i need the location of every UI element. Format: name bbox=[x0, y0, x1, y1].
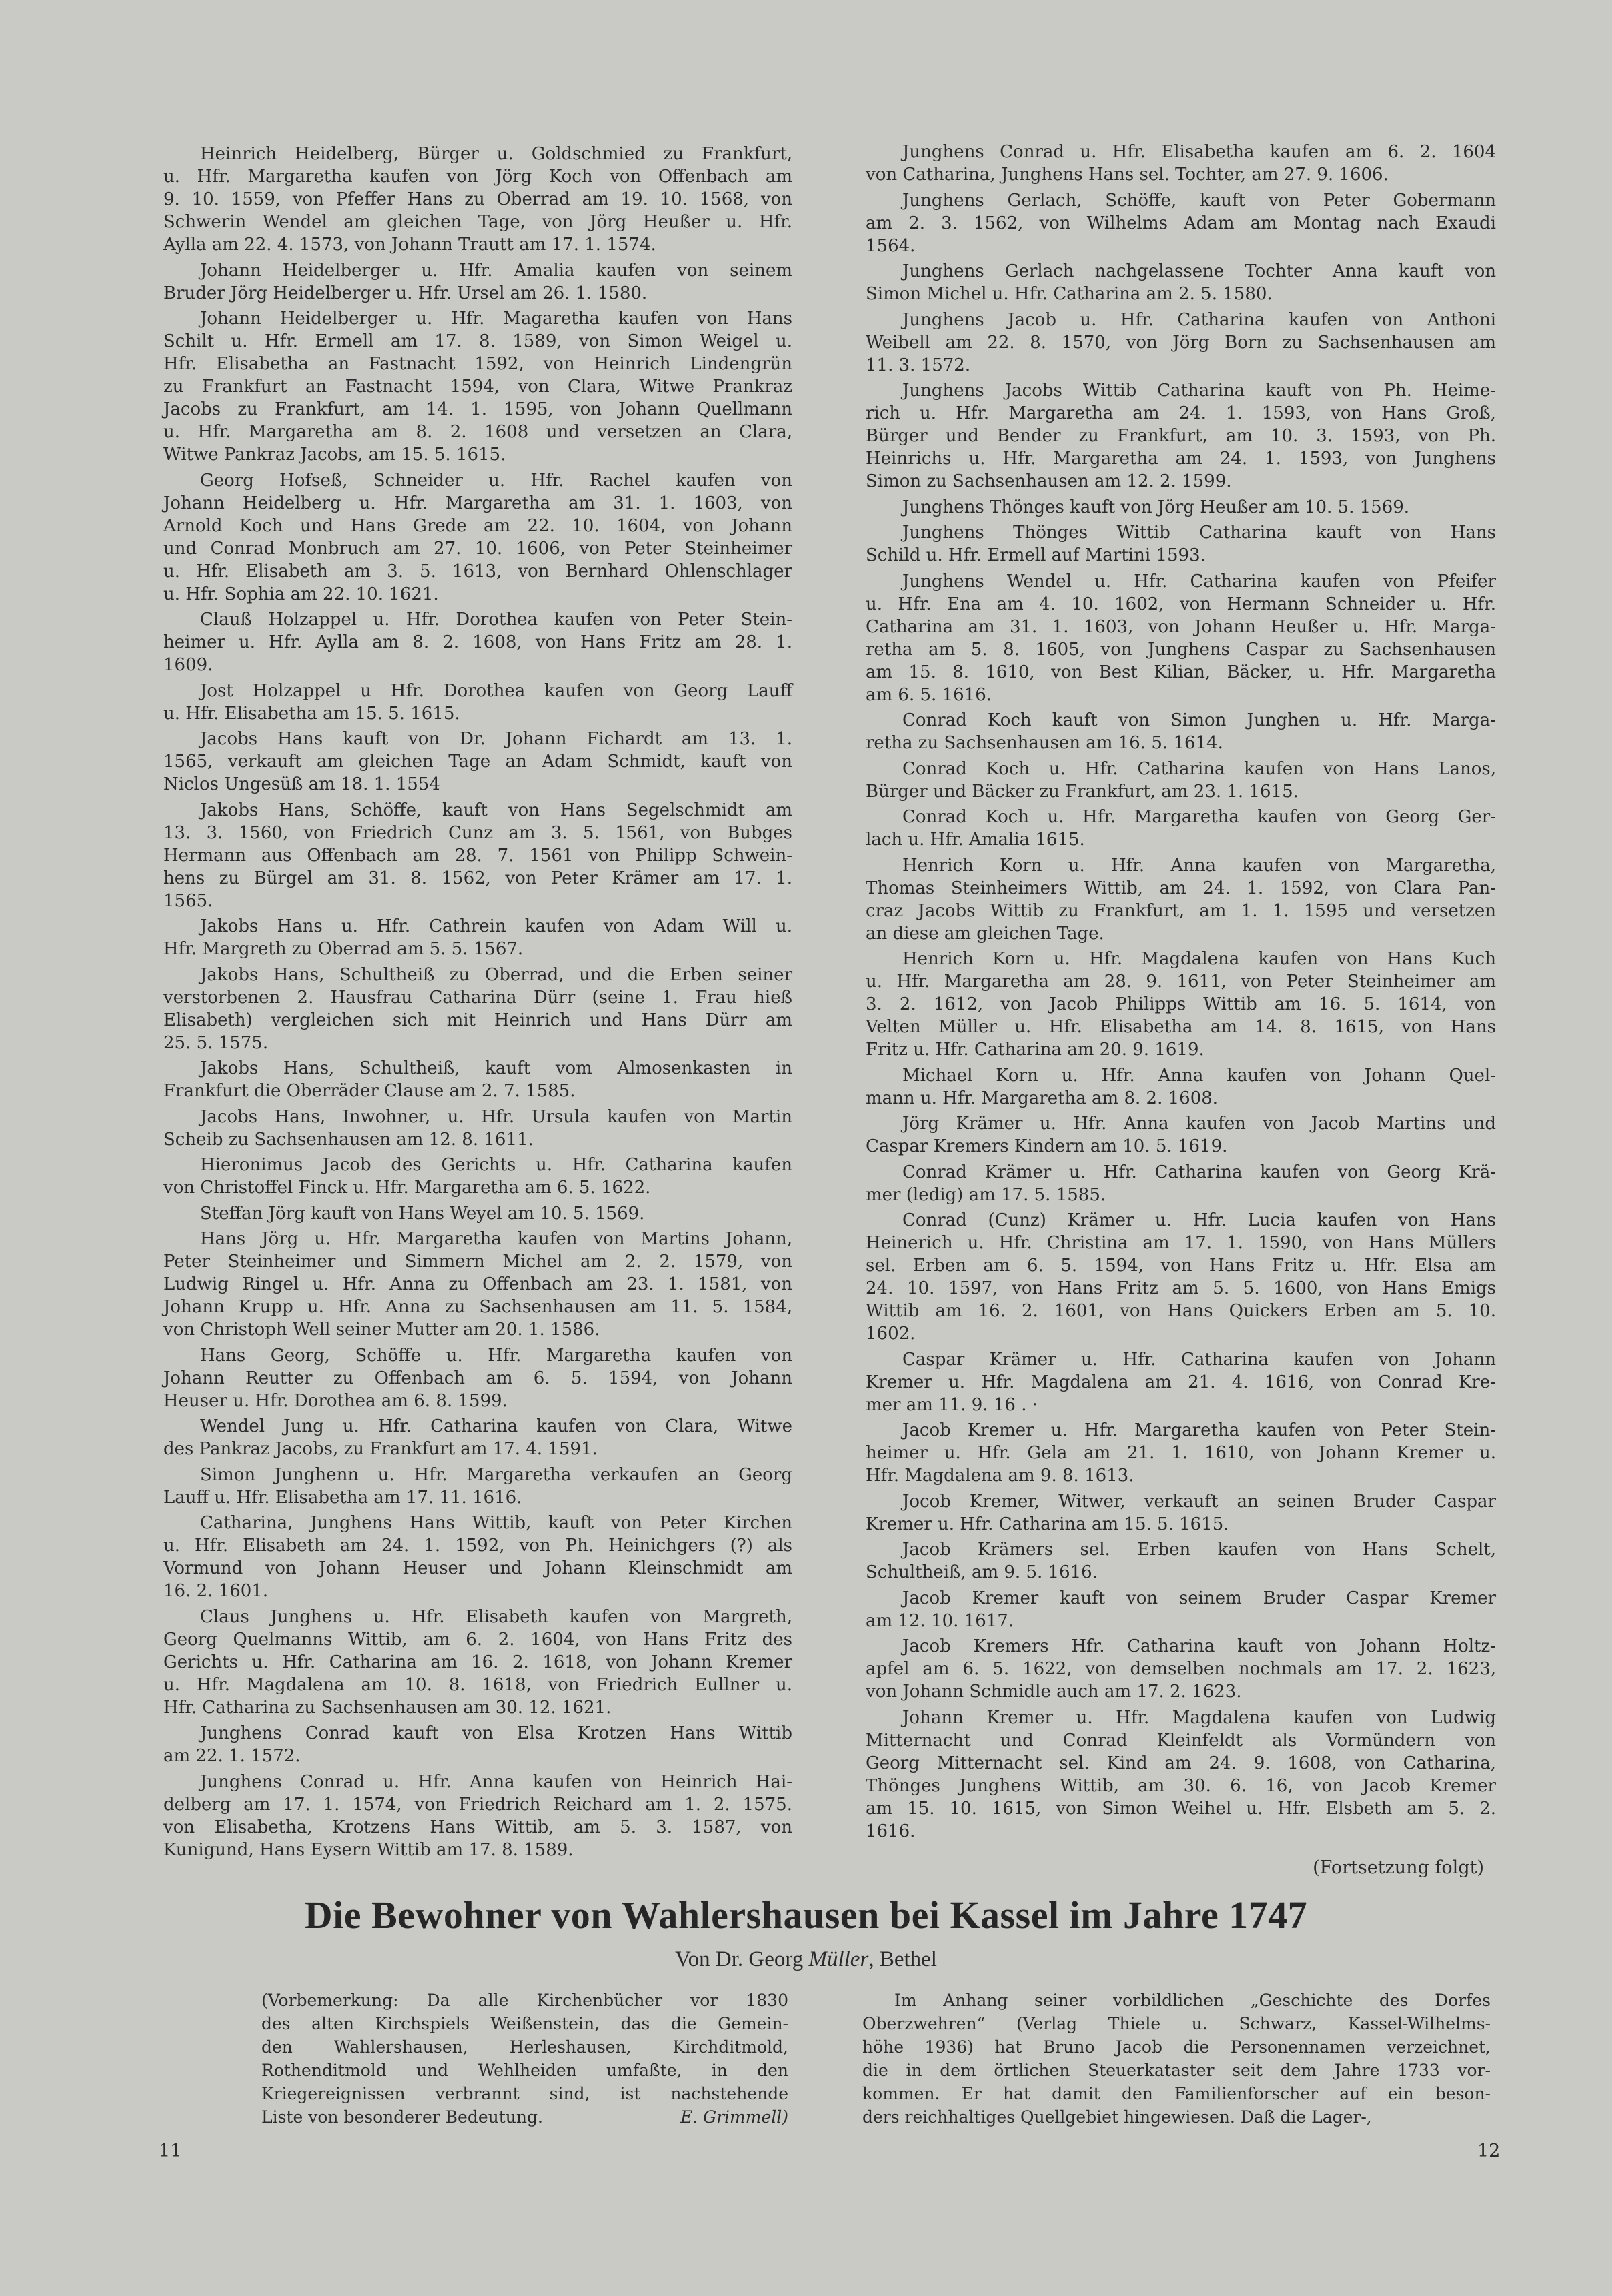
text-line: Jakobs Hans, Schultheiß zu Oberrad, und die Erben seiner bbox=[200, 964, 792, 985]
text-line: Junghens Thönges Wittib Catharina kauft von Hans bbox=[902, 523, 1496, 543]
text-line: Im Anhang seiner vorbildlichen „Geschichte des Dorfes bbox=[894, 1991, 1491, 2010]
byline-suffix: , Bethel bbox=[868, 1947, 937, 1971]
text-line: 1609. bbox=[163, 655, 213, 675]
entry-paragraph bbox=[163, 307, 792, 466]
continued-note: (Fortsetzung folgt) bbox=[1313, 1857, 1484, 1878]
entry-paragraph bbox=[866, 1419, 1496, 1487]
text-line: des Pankraz Jacobs, zu Frankfurt am 17. 4. 1591. bbox=[163, 1439, 598, 1459]
text-line: Gerichts u. Hfr. Catharina am 16. 2. 1618, von Johann Kremer bbox=[163, 1652, 792, 1672]
entry-paragraph bbox=[163, 1771, 792, 1861]
text-line: Johann Krupp u. Hfr. Anna zu Sachsenhausen am 11. 5. 1584, bbox=[163, 1297, 792, 1317]
text-line: 13. 3. 1560, von Friedrich Cunz am 3. 5. 1561, von Bubges bbox=[163, 822, 792, 843]
entry-paragraph bbox=[163, 728, 792, 796]
text-line: Mitternacht und Conrad Kleinfeldt als Vormündern von bbox=[866, 1730, 1496, 1751]
prenote-signature: E. Grimmell) bbox=[680, 2107, 788, 2127]
entry-paragraph bbox=[163, 1106, 792, 1151]
entry-paragraph bbox=[866, 260, 1496, 305]
entry-paragraph bbox=[163, 1415, 792, 1460]
text-line: Junghens Wendel u. Hfr. Catharina kaufen von Pfeifer bbox=[902, 571, 1496, 592]
text-line: Jacobs Hans, Inwohner, u. Hfr. Ursula kaufen von Martin bbox=[200, 1106, 792, 1127]
text-line: Heuser u. Hfr. Dorothea am 6. 8. 1599. bbox=[163, 1390, 508, 1411]
entry-paragraph bbox=[866, 1538, 1496, 1584]
text-line: Thönges Junghens Wittib, am 30. 6. 16, von Jacob Kremer bbox=[866, 1775, 1496, 1796]
text-line: am 2. 3. 1562, von Wilhelms Adam am Montag nach Exaudi bbox=[866, 213, 1496, 233]
right-column bbox=[866, 141, 1496, 1845]
text-line: Weibell am 22. 8. 1570, von Jörg Born zu Sachsenhausen am bbox=[866, 332, 1496, 353]
text-line: Simon Michel u. Hfr. Catharina am 2. 5. 1580. bbox=[866, 284, 1273, 304]
text-line: mer (ledig) am 17. 5. 1585. bbox=[866, 1184, 1106, 1205]
text-line: u. Hfr. Margaretha kaufen von Jörg Koch von Offenbach am bbox=[163, 167, 792, 187]
text-line: Conrad Koch u. Hfr. Catharina kaufen von Hans Lanos, bbox=[902, 758, 1496, 779]
text-line: Conrad Koch kauft von Simon Junghen u. Hfr. Marga- bbox=[902, 710, 1496, 730]
text-line: Thomas Steinheimers Wittib, am 24. 1. 1592, von Clara Pan- bbox=[866, 878, 1496, 898]
text-line: Jacobs Hans kauft von Dr. Johann Fichardt am 13. 1. bbox=[200, 729, 792, 749]
text-line: von Elisabetha, Krotzens Hans Wittib, am 5. 3. 1587, von bbox=[163, 1817, 792, 1837]
text-line: Jacob Krämers sel. Erben kaufen von Hans Schelt, bbox=[902, 1540, 1496, 1560]
text-line: Jost Holzappel u Hfr. Dorothea kaufen von Georg Lauff bbox=[200, 680, 792, 701]
text-line: zu Frankfurt an Fastnacht 1594, von Clara, Witwe Prankraz bbox=[163, 377, 792, 397]
entry-paragraph bbox=[163, 1512, 792, 1602]
text-line: Hfr. Elisabetha an Fastnacht 1592, von Heinrich Lindengrün bbox=[163, 354, 792, 374]
text-line: Steffan Jörg kauft von Hans Weyel am 10. 5. 1569. bbox=[200, 1203, 645, 1224]
text-line: Jakobs Hans u. Hfr. Cathrein kaufen von Adam Will u. bbox=[200, 916, 792, 936]
text-line: 1564. bbox=[866, 235, 916, 256]
text-line: u. Hfr. Magdalena am 10. 8. 1618, von Friedrich Eullner u. bbox=[163, 1674, 792, 1695]
prenote-block bbox=[261, 1989, 788, 2129]
entry-paragraph bbox=[866, 1706, 1496, 1843]
text-line: craz Jacobs Wittib zu Frankfurt, am 1. 1. 1595 und versetzen bbox=[866, 900, 1496, 921]
text-line: kommen. Er hat damit den Familienforscher auf ein beson- bbox=[862, 2084, 1491, 2103]
text-line: Heinrich Heidelberg, Bürger u. Goldschmied zu Frankfurt, bbox=[200, 144, 792, 164]
text-line: Jacob Kremer u. Hfr. Margaretha kaufen von Peter Stein- bbox=[902, 1420, 1496, 1440]
text-line: Catharina am 31. 1. 1603, von Johann Heußer u. Hfr. Marga- bbox=[866, 616, 1496, 637]
entry-paragraph bbox=[163, 1228, 792, 1341]
entry-paragraph bbox=[866, 521, 1496, 567]
text-line: Michael Korn u. Hfr. Anna kaufen von Johann Quel- bbox=[902, 1065, 1496, 1086]
text-line: 24. 10. 1597, von Hans Fritz am 5. 5. 1600, von Hans Emigs bbox=[866, 1278, 1496, 1298]
text-line: Jakobs Hans, Schöffe, kauft von Hans Segelschmidt am bbox=[200, 800, 792, 820]
entry-paragraph bbox=[163, 1202, 792, 1225]
text-line: Schultheiß, am 9. 5. 1616. bbox=[866, 1562, 1098, 1582]
text-line: Johann Heidelberger u. Hfr. Amalia kaufen von seinem bbox=[200, 260, 792, 281]
text-line: retha zu Sachsenhausen am 16. 5. 1614. bbox=[866, 733, 1223, 753]
text-line: Jörg Krämer u. Hfr. Anna kaufen von Jacob Martins und bbox=[902, 1114, 1496, 1134]
text-line: Henrich Korn u. Hfr. Magdalena kaufen von Hans Kuch bbox=[902, 949, 1496, 969]
entry-paragraph bbox=[163, 608, 792, 676]
text-line: Scheib zu Sachsenhausen am 12. 8. 1611. bbox=[163, 1129, 534, 1150]
entry-paragraph bbox=[163, 915, 792, 960]
entry-paragraph bbox=[163, 1464, 792, 1509]
text-line: Lauff u. Hfr. Elisabetha am 17. 11. 1616. bbox=[163, 1487, 522, 1508]
page-number-left: 11 bbox=[159, 2141, 182, 2161]
text-line: Junghens Conrad u. Hfr. Anna kaufen von Heinrich Hai- bbox=[200, 1771, 792, 1792]
text-line: Junghens Gerlach nachgelassene Tochter Anna kauft von bbox=[902, 261, 1496, 281]
text-line: Conrad Koch u. Hfr. Margaretha kaufen von Georg Ger- bbox=[902, 807, 1496, 827]
text-line: 16. 2. 1601. bbox=[163, 1581, 269, 1601]
text-line: von Catharina, Junghens Hans sel. Tochter, am 27. 9. 1606. bbox=[866, 165, 1389, 185]
text-line: am 12. 10. 1617. bbox=[866, 1610, 1014, 1631]
entry-paragraph bbox=[866, 309, 1496, 377]
text-line: Jacob Kremers Hfr. Catharina kauft von Johann Holtz- bbox=[902, 1636, 1496, 1656]
text-line: u. Hfr. Ena am 4. 10. 1602, von Hermann Schneider u. Hfr. bbox=[866, 594, 1496, 614]
text-line: lach u. Hfr. Amalia 1615. bbox=[866, 830, 1085, 850]
text-line: die in dem örtlichen Steuerkataster seit dem Jahre 1733 vor- bbox=[862, 2061, 1491, 2080]
text-line: Kremer u. Hfr. Catharina am 15. 5. 1615. bbox=[866, 1514, 1229, 1534]
text-line: am 15. 8. 1610, von Best Kilian, Bäcker, u. Hfr. Margaretha bbox=[866, 662, 1496, 682]
text-line: von Christoph Well seiner Mutter am 20. 1. 1586. bbox=[163, 1320, 600, 1340]
text-line: u. Hfr. Elisabetha am 15. 5. 1615. bbox=[163, 703, 460, 724]
text-line: des alten Kirchspiels Weißenstein, das die Gemein- bbox=[261, 2014, 788, 2033]
text-line: mann u. Hfr. Margaretha am 8. 2. 1608. bbox=[866, 1088, 1219, 1108]
text-line: Bürger und Bäcker zu Frankfurt, am 23. 1. 1615. bbox=[866, 781, 1299, 802]
text-line: am 22. 1. 1572. bbox=[163, 1746, 301, 1766]
text-line: Rothenditmold und Wehlheiden umfaßte, in den bbox=[261, 2061, 788, 2080]
text-line: mer am 11. 9. 16 . · bbox=[866, 1394, 1038, 1415]
text-line: retha am 5. 8. 1605, von Junghens Caspar zu Sachsenhausen bbox=[866, 639, 1496, 660]
text-line: Hermann aus Offenbach am 28. 7. 1561 von Philipp Schwein- bbox=[163, 845, 792, 866]
text-line: Schilt u. Hfr. Ermell am 17. 8. 1589, von Simon Weigel u. bbox=[163, 331, 792, 351]
text-line: Junghens Gerlach, Schöffe, kauft von Peter Gobermann bbox=[902, 190, 1496, 211]
entry-paragraph bbox=[866, 570, 1496, 706]
text-line: Johann Heidelberger u. Hfr. Magaretha kaufen von Hans bbox=[200, 309, 792, 329]
text-line: 11. 3. 1572. bbox=[866, 355, 971, 375]
text-line: Claus Junghens u. Hfr. Elisabeth kaufen von Margreth, bbox=[200, 1606, 792, 1627]
text-line: Hans Jörg u. Hfr. Margaretha kaufen von Martins Johann, bbox=[200, 1229, 792, 1249]
text-line: Simon Junghenn u. Hfr. Margaretha verkaufen an Georg bbox=[200, 1464, 792, 1485]
text-line: Junghens Conrad u. Hfr. Elisabetha kaufen am 6. 2. 1604 bbox=[902, 142, 1496, 162]
text-line: Jocob Kremer, Witwer, verkauft an seinen Bruder Caspar bbox=[902, 1491, 1496, 1512]
entry-paragraph bbox=[163, 1344, 792, 1412]
text-line: hens zu Bürgel am 31. 8. 1562, von Peter Krämer am 17. 1. bbox=[163, 868, 792, 888]
entry-paragraph bbox=[866, 854, 1496, 945]
text-line: Junghens Conrad kauft von Elsa Krotzen Hans Wittib bbox=[200, 1723, 792, 1743]
text-line: und Conrad Monbruch am 27. 10. 1606, von Peter Steinheimer bbox=[163, 538, 792, 559]
entry-paragraph bbox=[866, 1209, 1496, 1345]
text-line: u. Hfr. Elisabeth am 24. 1. 1592, von Ph. Heinichgers (?) als bbox=[163, 1536, 792, 1556]
text-line: Arnold Koch und Hans Grede am 22. 10. 1604, von Johann bbox=[163, 515, 792, 536]
text-line: Conrad Krämer u. Hfr. Catharina kaufen von Georg Krä- bbox=[902, 1162, 1496, 1182]
text-line: von Christoffel Finck u. Hfr. Margaretha am 6. 5. 1622. bbox=[163, 1178, 651, 1198]
text-line: Hfr. Margreth zu Oberrad am 5. 5. 1567. bbox=[163, 939, 524, 959]
text-line: Conrad (Cunz) Krämer u. Hfr. Lucia kaufen von Hans bbox=[902, 1210, 1496, 1230]
text-line: Wittib am 16. 2. 1601, von Hans Quickers Erben am 5. 10. bbox=[866, 1301, 1496, 1321]
text-line: Hieronimus Jacob des Gerichts u. Hfr. Catharina kaufen bbox=[200, 1155, 792, 1175]
text-line: (Vorbemerkung: Da alle Kirchenbücher vor 1830 bbox=[261, 1991, 788, 2010]
text-line: Bürger und Bender zu Frankfurt, am 10. 3. 1593, von Ph. bbox=[866, 426, 1496, 446]
byline-prefix: Von Dr. Georg bbox=[675, 1947, 809, 1971]
text-line: 1565. bbox=[163, 890, 213, 911]
text-line: heimer u. Hfr. Gela am 21. 1. 1610, von Johann Kremer u. bbox=[866, 1443, 1496, 1463]
entry-paragraph bbox=[866, 1587, 1496, 1632]
text-line: Elisabeth) vergleichen sich mit Heinrich und Hans Dürr am bbox=[163, 1010, 792, 1030]
text-line: am 15. 10. 1615, von Simon Weihel u. Hfr. Elsbeth am 5. 2. bbox=[866, 1798, 1496, 1819]
text-line bbox=[261, 2105, 788, 2129]
entry-paragraph bbox=[163, 259, 792, 305]
text-line: Henrich Korn u. Hfr. Anna kaufen von Margaretha, bbox=[902, 855, 1496, 876]
text-line: 1565, verkauft am gleichen Tage an Adam Schmidt, kauft von bbox=[163, 752, 792, 772]
text-line: Junghens Jacobs Wittib Catharina kauft von Ph. Heime- bbox=[902, 381, 1496, 401]
text-line: Oberzwehren“ (Verlag Thiele u. Schwarz, Kassel-Wilhelms- bbox=[862, 2014, 1491, 2033]
intro-block bbox=[862, 1989, 1491, 2129]
text-line: Jacob Kremer kauft von seinem Bruder Caspar Kremer bbox=[902, 1588, 1496, 1608]
entry-paragraph bbox=[163, 1606, 792, 1719]
text-line: Jakobs Hans, Schultheiß, kauft vom Almosenkasten in bbox=[200, 1058, 792, 1078]
text-line: 1616. bbox=[866, 1821, 916, 1841]
entry-paragraph bbox=[866, 141, 1496, 186]
text-line: Caspar Kremers Kindern am 10. 5. 1619. bbox=[866, 1136, 1228, 1156]
text-line: Frankfurt die Oberräder Clause am 2. 7. 1585. bbox=[163, 1081, 576, 1101]
text-line: Wendel Jung u. Hfr. Catharina kaufen von Clara, Witwe bbox=[200, 1416, 792, 1436]
text-line: Heinrichs u. Hfr. Margaretha am 24. 1. 1593, von Junghens bbox=[866, 449, 1496, 469]
text-line: Junghens Jacob u. Hfr. Catharina kaufen von Anthoni bbox=[902, 309, 1496, 330]
text-line: u. Hfr. Elisabeth am 3. 5. 1613, von Bernhard Ohlenschlager bbox=[163, 561, 792, 582]
text-line: an diese am gleichen Tage. bbox=[866, 923, 1104, 944]
text-line: Johann Reutter zu Offenbach am 6. 5. 1594, von Johann bbox=[163, 1368, 792, 1388]
entry-paragraph bbox=[866, 806, 1496, 851]
text-line: Fritz u. Hfr. Catharina am 20. 9. 1619. bbox=[866, 1040, 1204, 1060]
text-line: Georg Hofseß, Schneider u. Hfr. Rachel kaufen von bbox=[200, 470, 792, 491]
text-line: u. Hfr. Margaretha am 8. 2. 1608 und versetzen an Clara, bbox=[163, 422, 792, 442]
text-line: 25. 5. 1575. bbox=[163, 1032, 269, 1053]
text-line: 1602. bbox=[866, 1324, 916, 1344]
text-line: Caspar Krämer u. Hfr. Catharina kaufen von Johann bbox=[902, 1349, 1496, 1370]
entry-paragraph bbox=[866, 496, 1496, 519]
entry-paragraph bbox=[866, 1064, 1496, 1110]
page-number-right: 12 bbox=[1477, 2141, 1501, 2161]
text-line: Simon zu Sachsenhausen am 12. 2. 1599. bbox=[866, 471, 1232, 491]
entry-paragraph bbox=[163, 1057, 792, 1102]
entry-paragraph bbox=[163, 1154, 792, 1199]
text-line: Clauß Holzappel u. Hfr. Dorothea kaufen von Peter Stein- bbox=[200, 610, 792, 630]
entry-paragraph bbox=[866, 1112, 1496, 1158]
text-line: u. Hfr. Margaretha am 28. 9. 1611, von Peter Steinheimer am bbox=[866, 972, 1496, 992]
text-line: Hfr. Catharina zu Sachsenhausen am 30. 12. 1621. bbox=[163, 1697, 612, 1718]
text-line: heimer u. Hfr. Aylla am 8. 2. 1608, von Hans Fritz am 28. 1. bbox=[163, 632, 792, 652]
entry-paragraph bbox=[866, 189, 1496, 257]
text-line: Vormund von Johann Heuser und Johann Kleinschmidt am bbox=[163, 1558, 792, 1578]
entry-paragraph bbox=[163, 680, 792, 725]
text-line: sel. Erben am 6. 5. 1594, von Hans Fritz u. Hfr. Elsa am bbox=[866, 1256, 1496, 1276]
article-byline bbox=[0, 1947, 1612, 1972]
text-line: Junghens Thönges kauft von Jörg Heußer am 10. 5. 1569. bbox=[902, 497, 1410, 517]
text-line: Velten Müller u. Hfr. Elisabetha am 14. 8. 1615, von Hans bbox=[866, 1017, 1496, 1037]
text-line: Ludwig Ringel u. Hfr. Anna zu Offenbach am 23. 1. 1581, von bbox=[163, 1274, 792, 1294]
entry-paragraph bbox=[866, 1635, 1496, 1703]
text-line: Kremer u. Hfr. Magdalena am 21. 4. 1616, von Conrad Kre- bbox=[866, 1372, 1496, 1392]
text-line: Hans Georg, Schöffe u. Hfr. Margaretha kaufen von bbox=[200, 1345, 792, 1366]
text-line: delberg am 17. 1. 1574, von Friedrich Reichard am 1. 2. 1575. bbox=[163, 1794, 792, 1815]
entry-paragraph bbox=[866, 758, 1496, 803]
entry-paragraph bbox=[866, 948, 1496, 1061]
entry-paragraph bbox=[163, 1722, 792, 1767]
text-line: u. Hfr. Sophia am 22. 10. 1621. bbox=[163, 584, 439, 604]
text-line: Niclos Ungesüß am 18. 1. 1554 bbox=[163, 774, 440, 794]
entry-paragraph bbox=[866, 1161, 1496, 1206]
byline-author: Müller bbox=[808, 1947, 869, 1971]
text-line: Johann Kremer u. Hfr. Magdalena kaufen von Ludwig bbox=[902, 1707, 1496, 1728]
text-line: Kriegereignissen verbrannt sind, ist nachstehende bbox=[261, 2084, 788, 2103]
text-line: Bruder Jörg Heidelberger u. Hfr. Ursel am 26. 1. 1580. bbox=[163, 283, 648, 303]
text-line: Jacobs zu Frankfurt, am 14. 1. 1595, von Johann Quellmann bbox=[163, 399, 792, 419]
entry-paragraph bbox=[866, 1348, 1496, 1416]
entry-paragraph bbox=[866, 379, 1496, 493]
entry-paragraph bbox=[163, 143, 792, 256]
text-line: den Wahlershausen, Herleshausen, Kirchditmold, bbox=[261, 2037, 788, 2057]
text-line: Georg Quelmanns Wittib, am 6. 2. 1604, von Hans Fritz des bbox=[163, 1629, 792, 1650]
text-line: Peter Steinheimer und Simmern Michel am 2. 2. 1579, von bbox=[163, 1252, 792, 1272]
text-line: Hfr. Magdalena am 9. 8. 1613. bbox=[866, 1466, 1134, 1486]
entry-paragraph bbox=[866, 1490, 1496, 1536]
text-line: von Johann Schmidle auch am 17. 2. 1623. bbox=[866, 1682, 1242, 1702]
entry-paragraph bbox=[163, 799, 792, 912]
text-line: 9. 10. 1559, von Pfeffer Hans zu Oberrad am 19. 10. 1568, von bbox=[163, 189, 792, 209]
text-line: Kunigund, Hans Eysern Wittib am 17. 8. 1589. bbox=[163, 1839, 574, 1860]
entry-paragraph bbox=[866, 709, 1496, 754]
left-column bbox=[163, 143, 792, 1864]
text-line: Heinerich u. Hfr. Christina am 17. 1. 1590, von Hans Müllers bbox=[866, 1233, 1496, 1253]
text-line: Schild u. Hfr. Ermell auf Martini 1593. bbox=[866, 545, 1206, 565]
entry-paragraph bbox=[163, 469, 792, 606]
text-line: verstorbenen 2. Hausfrau Catharina Dürr (seine 1. Frau hieß bbox=[163, 987, 792, 1008]
text-line: ders reichhaltiges Quellgebiet hingewiesen. Daß die Lager-, bbox=[862, 2107, 1372, 2127]
text-line: am 6. 5. 1616. bbox=[866, 684, 992, 705]
text-line: Johann Heidelberg u. Hfr. Margaretha am 31. 1. 1603, von bbox=[163, 493, 792, 513]
text-line: Schwerin Wendel am gleichen Tage, von Jörg Heußer u. Hfr. bbox=[163, 212, 792, 232]
text-line: rich u. Hfr. Margaretha am 24. 1. 1593, von Hans Groß, bbox=[866, 403, 1496, 423]
text-line: Georg Mitternacht sel. Kind am 24. 9. 1608, von Catharina, bbox=[866, 1753, 1496, 1773]
line-text: Liste von besonderer Bedeutung. bbox=[261, 2107, 543, 2127]
text-line: 3. 2. 1612, von Jacob Philipps Wittib am 16. 5. 1614, von bbox=[866, 994, 1496, 1014]
text-line: Witwe Pankraz Jacobs, am 15. 5. 1615. bbox=[163, 445, 506, 465]
text-line: Aylla am 22. 4. 1573, von Johann Trautt am 17. 1. 1574. bbox=[163, 235, 656, 255]
text-line: höhe 1936) hat Bruno Jacob die Personennamen verzeichnet, bbox=[862, 2037, 1491, 2057]
text-line: Catharina, Junghens Hans Wittib, kauft von Peter Kirchen bbox=[200, 1513, 792, 1533]
article-title: Die Bewohner von Wahlershausen bei Kassel im Jahre 1747 bbox=[304, 1893, 1308, 1937]
entry-paragraph bbox=[163, 964, 792, 1054]
text-line: apfel am 6. 5. 1622, von demselben nochmals am 17. 2. 1623, bbox=[866, 1659, 1496, 1679]
